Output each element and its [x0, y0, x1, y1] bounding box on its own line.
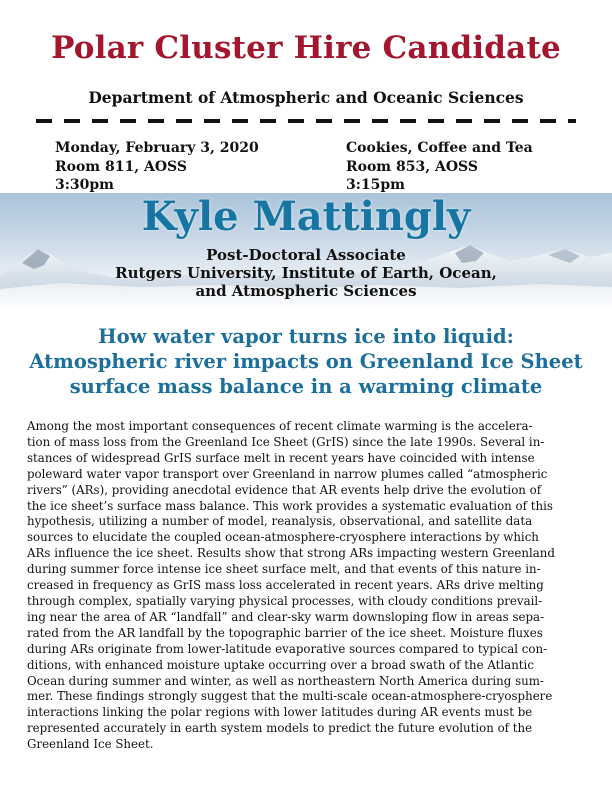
page-title: Polar Cluster Hire Candidate: [51, 30, 561, 66]
abstract-line: rivers” (ARs), providing anecdotal evidence that AR events help drive the evolution of: [27, 482, 542, 497]
speaker-position: Post-Doctoral Associate: [206, 246, 406, 264]
abstract-line: tion of mass loss from the Greenland Ice Sheet (GrIS) since the late 1990s. Several in-: [27, 434, 545, 449]
talk-title-line: Atmospheric river impacts on Greenland Ice Sheet: [29, 350, 583, 373]
abstract-line: during ARs originate from lower-latitude evaporative sources compared to typical con-: [27, 641, 548, 656]
refreshment-time: 3:15pm: [346, 177, 405, 193]
talk-title-line: surface mass balance in a warming climate: [69, 375, 543, 398]
abstract-line: ing near the area of AR “landfall” and clear-sky warm downsloping flow in areas sepa-: [27, 609, 545, 624]
event-details: [55, 139, 259, 195]
talk-title: [0, 324, 612, 399]
abstract-line: ditions, with enhanced moisture uptake occurring over a broad swath of the Atlantic: [27, 657, 534, 672]
abstract-line: the ice sheet’s surface mass balance. This work provides a systematic evaluation of this: [27, 498, 553, 513]
speaker-affiliation: [0, 246, 612, 300]
abstract-line: sources to elucidate the coupled ocean-atmosphere-cryosphere interactions by which: [27, 530, 539, 545]
abstract-line: poleward water vapor transport over Greenland in narrow plumes called “atmospheric: [27, 466, 548, 481]
abstract-line: ARs influence the ice sheet. Results show that strong ARs impacting western Greenland: [27, 546, 555, 561]
abstract-line: stances of widespread GrIS surface melt in recent years have coincided with intense: [27, 450, 535, 465]
abstract-line: during summer force intense ice sheet surface melt, and that events of this nature in-: [27, 562, 541, 577]
dashed-divider: [36, 119, 576, 123]
speaker-institution: Rutgers University, Institute of Earth, Ocean,: [115, 264, 497, 282]
abstract: [27, 419, 587, 753]
department-name: Department of Atmospheric and Oceanic Sciences: [88, 88, 524, 107]
abstract-line: through complex, spatially varying physical processes, with cloudy conditions prevail-: [27, 593, 543, 608]
abstract-line: Among the most important consequences of recent climate warming is the accelera-: [27, 419, 533, 433]
abstract-line: Greenland Ice Sheet.: [27, 737, 154, 752]
abstract-line: hypothesis, utilizing a number of model, reanalysis, observational, and satellite data: [27, 514, 533, 529]
event-time: 3:30pm: [55, 177, 114, 193]
refreshment-room: Room 853, AOSS: [346, 158, 478, 175]
speaker-institution-cont: and Atmospheric Sciences: [195, 282, 417, 300]
refreshment-details: [346, 139, 533, 195]
refreshments: Cookies, Coffee and Tea: [346, 140, 533, 156]
event-room: Room 811, AOSS: [55, 158, 187, 175]
event-date: Monday, February 3, 2020: [55, 140, 259, 156]
abstract-line: creased in frequency as GrIS mass loss accelerated in recent years. ARs drive melting: [27, 578, 544, 593]
abstract-line: represented accurately in earth system models to predict the future evolution of the: [27, 721, 533, 736]
talk-title-line: How water vapor turns ice into liquid:: [98, 325, 514, 348]
abstract-line: interactions linking the polar regions with lower latitudes during AR events must be: [27, 705, 533, 720]
speaker-name: Kyle Mattingly: [141, 193, 471, 240]
abstract-line: mer. These findings strongly suggest that the multi-scale ocean-atmosphere-cryosphere: [27, 689, 553, 704]
abstract-line: rated from the AR landfall by the topographic barrier of the ice sheet. Moisture fluxes: [27, 625, 543, 640]
abstract-line: Ocean during summer and winter, as well as northeastern North America during sum-: [27, 673, 544, 688]
